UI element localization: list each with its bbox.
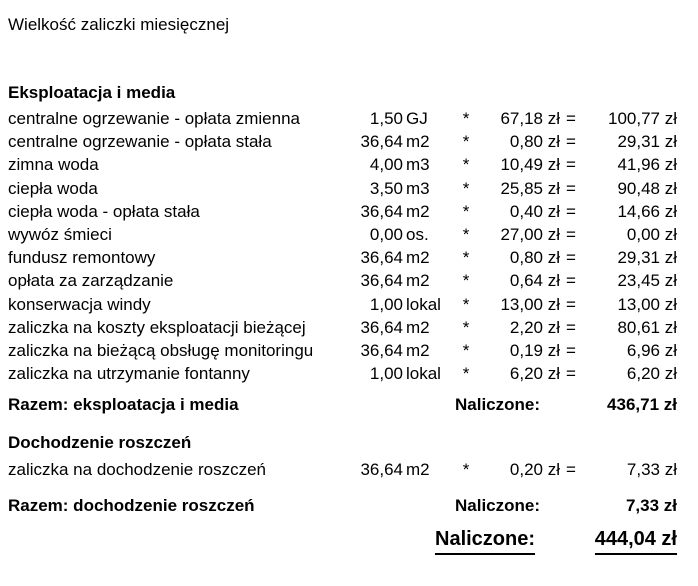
grand-total-row: [8, 528, 677, 558]
multiply-sign: *: [462, 109, 470, 128]
row-label: centralne ogrzewanie - opłata zmienna: [8, 109, 301, 128]
row-unit-price: 0,40 zł: [509, 201, 560, 221]
row-unit: m3: [406, 155, 430, 175]
row-quantity: 36,64: [360, 460, 403, 479]
row-unit: GJ: [406, 109, 428, 128]
section-header-dochodzenie-roszczen: Dochodzenie roszczeń: [8, 433, 192, 452]
equals-sign: =: [566, 317, 576, 337]
row-label: konserwacja windy: [8, 294, 151, 314]
row-unit: os.: [406, 224, 429, 244]
table-row: [8, 362, 677, 385]
equals-sign: =: [566, 248, 576, 268]
row-unit: m2: [406, 132, 430, 152]
row-total: 0,00 zł: [626, 224, 677, 244]
equals-sign: =: [566, 364, 576, 384]
naliczone-label: Naliczone:: [455, 395, 541, 414]
table-row: [8, 246, 677, 269]
row-quantity: 1,00: [369, 294, 403, 314]
row-unit: m2: [406, 460, 430, 479]
table-row: [8, 130, 677, 153]
equals-sign: =: [566, 224, 576, 244]
multiply-sign: *: [462, 224, 470, 244]
row-unit-price: 13,00 zł: [500, 294, 560, 314]
row-label: zaliczka na dochodzenie roszczeń: [8, 460, 266, 479]
grand-total-value: 444,04 zł: [595, 528, 677, 555]
table-row: [8, 293, 677, 316]
summary-label: Razem: dochodzenie roszczeń: [8, 496, 255, 515]
row-total: 80,61 zł: [617, 317, 677, 337]
row-unit-price: 0,19 zł: [509, 340, 560, 360]
row-quantity: 3,50: [369, 178, 403, 198]
row-unit-price: 2,20 zł: [509, 317, 560, 337]
multiply-sign: *: [462, 294, 470, 314]
row-total: 6,20 zł: [626, 364, 677, 384]
table-row: [8, 153, 677, 176]
fee-table-eksploatacja: [8, 107, 677, 385]
equals-sign: =: [566, 340, 576, 360]
table-row: [8, 339, 677, 362]
row-unit-price: 0,20 zł: [509, 460, 560, 479]
table-row: [8, 458, 677, 481]
row-unit-price: 0,64 zł: [509, 271, 560, 291]
row-total: 6,96 zł: [626, 340, 677, 360]
row-label: zaliczka na koszty eksploatacji bieżącej: [8, 317, 306, 337]
row-label: fundusz remontowy: [8, 248, 156, 268]
table-row: [8, 316, 677, 339]
table-row: [8, 200, 677, 223]
multiply-sign: *: [462, 155, 470, 175]
summary-total: 7,33 zł: [625, 496, 677, 515]
row-total: 100,77 zł: [608, 109, 677, 128]
row-unit: m2: [406, 201, 430, 221]
equals-sign: =: [566, 178, 576, 198]
row-label: ciepła woda - opłata stała: [8, 201, 200, 221]
summary-row-dochodzenie: [8, 494, 677, 517]
row-total: 13,00 zł: [617, 294, 677, 314]
section-header-eksploatacja-i-media: Eksploatacja i media: [8, 83, 176, 102]
multiply-sign: *: [462, 248, 470, 268]
equals-sign: =: [566, 109, 576, 128]
naliczone-label: Naliczone:: [455, 496, 541, 515]
equals-sign: =: [566, 271, 576, 291]
equals-sign: =: [566, 201, 576, 221]
row-label: zaliczka na bieżącą obsługę monitoringu: [8, 340, 314, 360]
equals-sign: =: [566, 132, 576, 152]
row-unit-price: 10,49 zł: [500, 155, 560, 175]
row-unit-price: 25,85 zł: [500, 178, 560, 198]
row-quantity: 36,64: [360, 317, 403, 337]
row-total: 29,31 zł: [617, 248, 677, 268]
multiply-sign: *: [462, 201, 470, 221]
equals-sign: =: [566, 460, 576, 479]
row-unit-price: 0,80 zł: [509, 132, 560, 152]
summary-total: 436,71 zł: [607, 395, 677, 414]
table-row: [8, 177, 677, 200]
page-title: Wielkość zaliczki miesięcznej: [8, 15, 230, 34]
grand-total-label: Naliczone:: [435, 528, 535, 555]
row-total: 23,45 zł: [617, 271, 677, 291]
row-label: zaliczka na utrzymanie fontanny: [8, 364, 250, 384]
row-unit: m2: [406, 271, 430, 291]
row-label: centralne ogrzewanie - opłata stała: [8, 132, 272, 152]
row-label: wywóz śmieci: [8, 224, 112, 244]
row-label: zimna woda: [8, 155, 99, 175]
row-quantity: 36,64: [360, 201, 403, 221]
summary-row-eksploatacja: [8, 393, 677, 416]
multiply-sign: *: [462, 132, 470, 152]
multiply-sign: *: [462, 340, 470, 360]
table-row: [8, 223, 677, 246]
row-quantity: 0,00: [369, 224, 403, 244]
row-total: 90,48 zł: [617, 178, 677, 198]
multiply-sign: *: [462, 271, 470, 291]
row-quantity: 4,00: [369, 155, 403, 175]
row-quantity: 36,64: [360, 248, 403, 268]
row-quantity: 36,64: [360, 271, 403, 291]
multiply-sign: *: [462, 178, 470, 198]
row-unit-price: 6,20 zł: [509, 364, 560, 384]
multiply-sign: *: [462, 364, 470, 384]
row-total: 7,33 zł: [626, 460, 677, 479]
row-unit: lokal: [406, 364, 441, 384]
row-quantity: 1,50: [369, 109, 403, 128]
row-unit-price: 0,80 zł: [509, 248, 560, 268]
row-label: opłata za zarządzanie: [8, 271, 174, 291]
row-total: 41,96 zł: [617, 155, 677, 175]
multiply-sign: *: [462, 317, 470, 337]
row-unit: m2: [406, 317, 430, 337]
summary-label: Razem: eksploatacja i media: [8, 395, 239, 414]
fee-table-dochodzenie: [8, 458, 677, 481]
table-row: [8, 107, 677, 130]
row-total: 29,31 zł: [617, 132, 677, 152]
multiply-sign: *: [462, 460, 470, 479]
equals-sign: =: [566, 294, 576, 314]
equals-sign: =: [566, 155, 576, 175]
row-unit-price: 27,00 zł: [500, 224, 560, 244]
row-quantity: 36,64: [360, 132, 403, 152]
row-label: ciepła woda: [8, 178, 98, 198]
row-total: 14,66 zł: [617, 201, 677, 221]
row-unit: m2: [406, 248, 430, 268]
row-unit: lokal: [406, 294, 441, 314]
row-unit-price: 67,18 zł: [500, 109, 560, 128]
row-unit: m2: [406, 340, 430, 360]
table-row: [8, 269, 677, 292]
row-quantity: 1,00: [369, 364, 403, 384]
row-unit: m3: [406, 178, 430, 198]
row-quantity: 36,64: [360, 340, 403, 360]
